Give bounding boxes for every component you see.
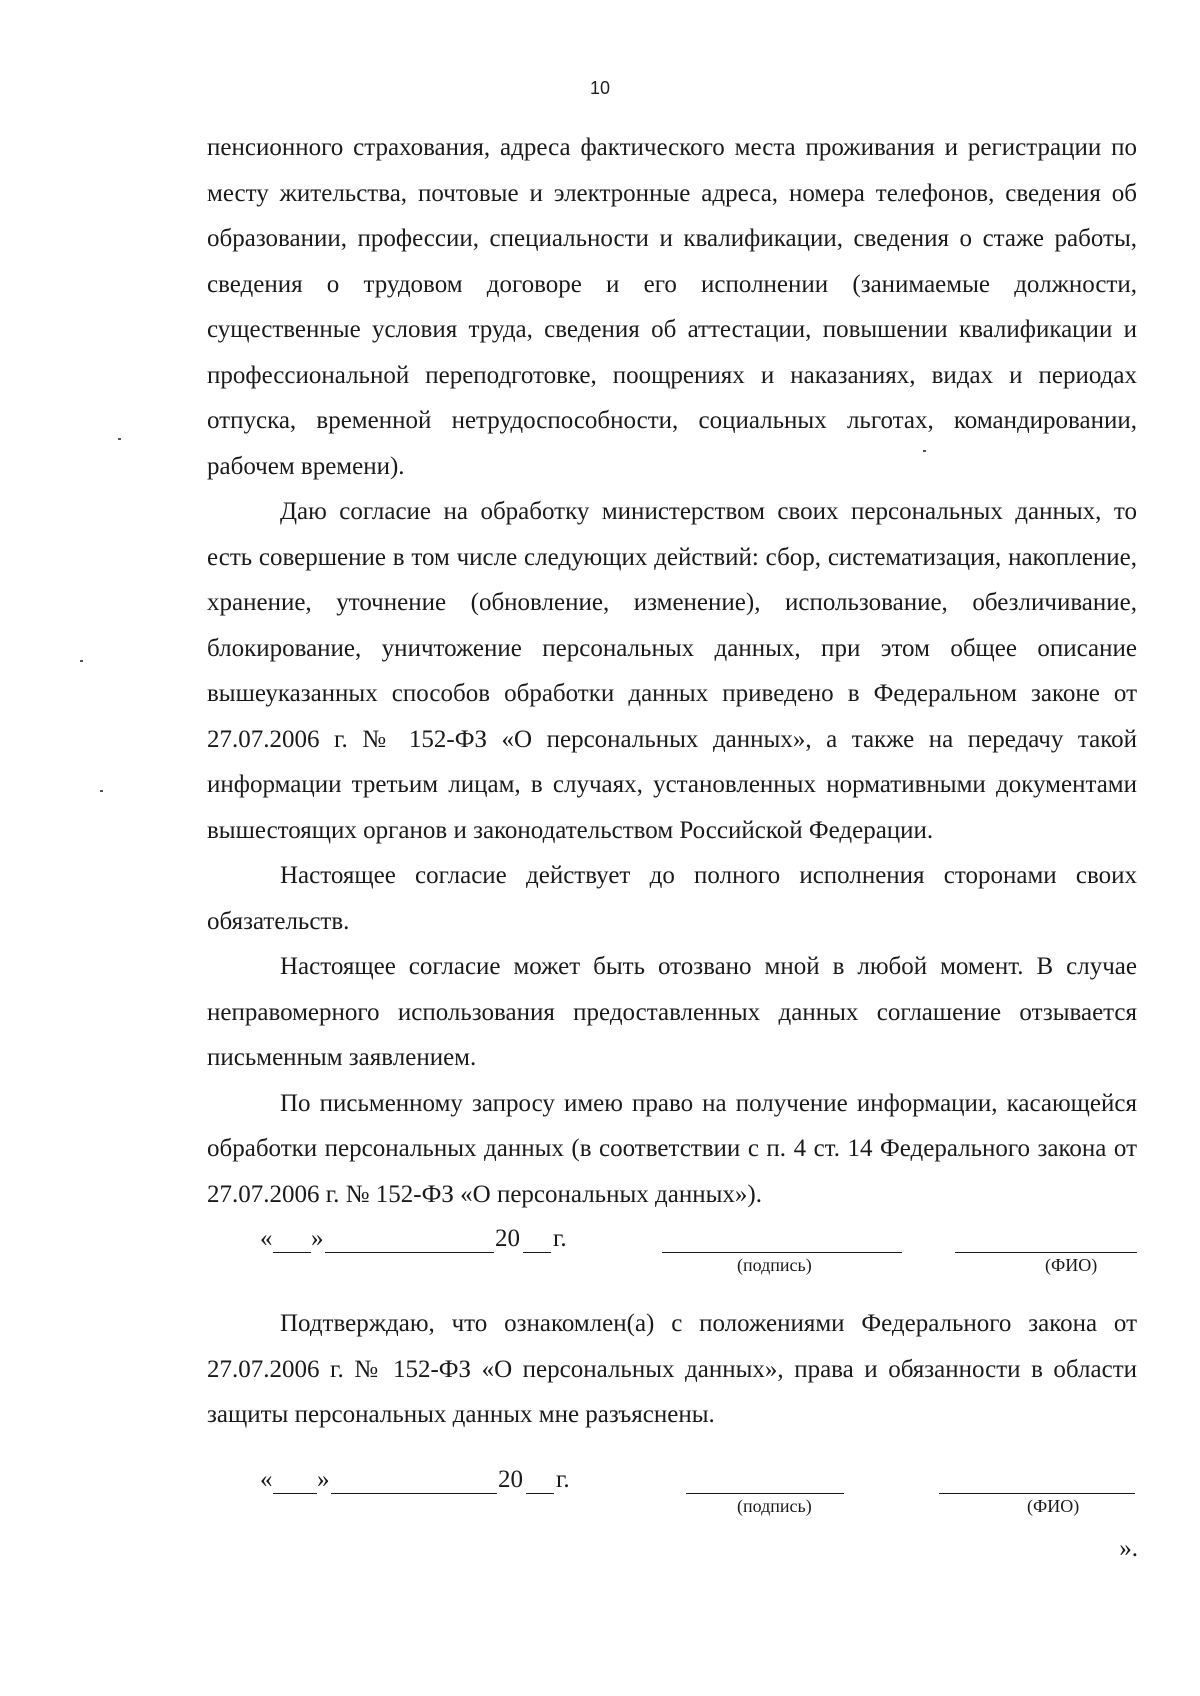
name-blank[interactable]: [939, 1493, 1135, 1494]
signature-block-acknowledgement: [207, 1458, 1137, 1542]
signature-label: (подпись): [737, 1255, 812, 1275]
year-blank[interactable]: [523, 1252, 551, 1253]
signature-blank[interactable]: [686, 1493, 844, 1494]
year-suffix: г.: [556, 1465, 570, 1493]
paragraph-consent-processing: Даю согласие на обработку министерством своих персональных данных, то есть совершение в том числе следующих действий: сбор, систематизация, накопление, хранение, уточнение (обновление, изменение), использование, обезличивание, блокирование, уничтожение персональных данных, при этом общее описание вышеуказанных способов обработки данных приведено в Федеральном законе от 27.07.2006 г. № 152-ФЗ «О персональных данных», а также на передачу такой информации третьим лицам, в случаях, установленных нормативными документами вышестоящих органов и законодательством Российской Федерации.: [207, 498, 1137, 844]
date-quote-close: »: [317, 1465, 330, 1493]
year-prefix: 20: [495, 1225, 520, 1252]
signature-blank[interactable]: [662, 1252, 902, 1253]
document-body: [207, 125, 1137, 1542]
paragraph-acknowledgement: Подтверждаю, что ознакомлен(а) с положениями Федерального закона от 27.07.2006 г. № 152-ФЗ «О персональных данных», права и обязанности в области защиты персональных данных мне разъяснены.: [207, 1310, 1137, 1428]
name-blank[interactable]: [955, 1252, 1137, 1253]
year-suffix: г.: [553, 1225, 567, 1252]
scan-speck: [118, 438, 121, 440]
paragraph-personal-data-list: пенсионного страхования, адреса фактического места проживания и регистрации по месту жительства, почтовые и электронные адреса, номера телефонов, сведения об образовании, профессии, специальности и квалификации, сведения о стаже работы, сведения о трудовом договоре и его исполнении (занимаемые должности, существенные условия труда, сведения об аттестации, повышении квалификации и профессиональной переподготовке, поощрениях и наказаниях, видах и периодах отпуска, временной нетрудоспособности, социальных льготах, командировании, рабочем времени).: [207, 134, 1137, 480]
signature-label: (подпись): [737, 1495, 812, 1516]
day-blank[interactable]: [273, 1493, 317, 1494]
name-label: (ФИО): [1027, 1495, 1080, 1516]
paragraph-information-request: По письменному запросу имею право на получение информации, касающейся обработки персональных данных (в соответствии с п. 4 ст. 14 Федерального закона от 27.07.2006 г. № 152-ФЗ «О персональных данных»).: [207, 1089, 1137, 1208]
date-line: [207, 1225, 1137, 1265]
date-line: [207, 1466, 1137, 1506]
month-blank[interactable]: [325, 1252, 494, 1253]
signature-block-consent: [207, 1217, 1137, 1301]
name-label: (ФИО): [1045, 1255, 1098, 1275]
year-prefix: 20: [498, 1465, 523, 1493]
scan-speck: [100, 790, 103, 792]
date-quote-open: «: [260, 1225, 273, 1252]
date-quote-close: »: [311, 1225, 324, 1252]
date-quote-open: «: [260, 1465, 273, 1493]
day-blank[interactable]: [273, 1252, 311, 1253]
month-blank[interactable]: [331, 1493, 497, 1494]
year-blank[interactable]: [526, 1493, 554, 1494]
paragraph-consent-revocation: Настоящее согласие может быть отозвано мной в любой момент. В случае неправомерного использования предоставленных данных соглашение отзывается письменным заявлением.: [207, 953, 1137, 1071]
scan-speck: [80, 660, 83, 662]
page-number: 10: [589, 78, 611, 98]
scan-speck: [923, 450, 926, 452]
closing-quote: ».: [1119, 1535, 1138, 1562]
paragraph-consent-validity: Настоящее согласие действует до полного исполнения сторонами своих обязательств.: [207, 862, 1137, 935]
